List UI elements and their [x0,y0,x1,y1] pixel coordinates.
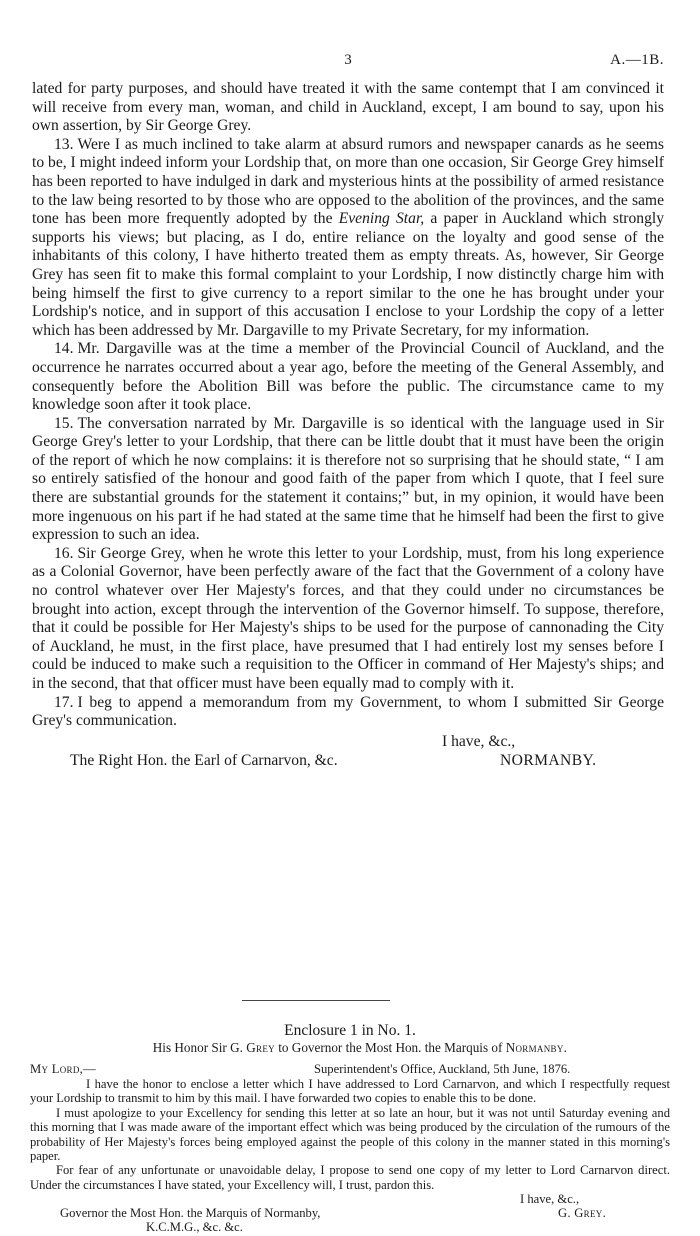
closing-formula: I have, &c., [442,732,516,750]
letter-paragraph: I have the honor to enclose a letter which I have addressed to Lord Carnarvon, and which I respectfully request your Lordship to transmit to him by this mail. I have forwarded two copies to enable this to be done. [30,1077,670,1106]
paragraph-text: Were I as much inclined to take alarm at absurd rumors and newspaper canards as he seems to be, I might indeed inform your Lordship that, on more than one occasion, Sir George Grey himself has been reported to have indulged in dark and mysterious hints at the possibility of armed resistance to the law being resorted to by those who are opposed to the abolition of the provinces, and the same tone has been more frequently adopted by the [32,135,664,228]
letter-paragraph: For fear of any unfortunate or unavoidable delay, I propose to send one copy of my letter to Lord Carnarvon direct. Under the circumstances I have stated, your Excellency will, I trust, pardon this. [30,1163,670,1192]
letter-paragraph: I must apologize to your Excellency for sending this letter at so late an hour, but it was not until Saturday evening and this morning that I was made aware of the important effect which was being produced by the circulation of the rumours of the probability of Her Majesty's forces being employed against the people of this colony in the manner stated in this morning's paper. [30,1105,670,1164]
dateline: Superintendent's Office, Auckland, 5th June, 1876. [314,1062,571,1076]
page-number: 3 [344,52,352,68]
newspaper-title: Evening Star, [338,210,425,228]
document-reference: A.—1B. [610,52,664,68]
paragraph-17 [32,694,664,731]
paragraph-text: Mr. Dargaville was at the time a member of the Provincial Council of Auckland, and the occurrence he narrates occurred about a year ago, before the meeting of the General Assembly, and consequently before the Abolition Bill was before the public. The circumstance came to my knowledge soon after it took place. [32,340,664,414]
paragraph-text: The conversation narrated by Mr. Dargaville is so identical with the language used in Sir George Grey's letter to your Lordship, that there can be little doubt that it must have been the origin of the report of which he now complains: it is therefore not so surprising that he should state, “ I am so entirely satisfied of the honour and good faith of the paper from which I quote, that I feel sure there are substantial grounds for the statement it contains;” but, in my opinion, it would have been more ingenuous on his part if he had stated at the same time that he himself had been the first to give expression to such an idea. [32,414,664,544]
paragraph-14 [32,340,664,414]
subtitle-name: Normanby. [505,1040,568,1055]
enclosed-letter [30,1062,670,1236]
subtitle-name: Grey [246,1040,275,1055]
paragraph-text: a paper in Auckland which strongly supports his views; but placing, as I do, entire reliance on the loyalty and good sense of the inhabitants of this colony, I have hitherto treated them as empty threats. As, however, Sir George Grey has seen fit to make this formal complaint to your Lordship, I now distinctly charge him with being himself the first to give currency to a report similar to the one he has brought under your Lordship's notice, and in support of this accusation I enclose to your Lordship the copy of a letter which has been addressed by Mr. Dargaville to my Private Secretary, for my information. [32,210,665,339]
paragraph-15 [32,415,664,545]
recipient: Governor the Most Hon. the Marquis of Normanby, [60,1206,321,1221]
addressee: The Right Hon. the Earl of Carnarvon, &c. [70,751,338,769]
despatch-body [32,80,664,771]
signature: NORMANBY. [500,751,597,769]
recipient-honours: K.C.M.G., &c. &c. [146,1220,243,1235]
paragraph-number: 15. [54,414,74,432]
enclosure-subtitle [50,1040,670,1056]
closing-formula: I have, &c., [520,1192,580,1207]
subtitle-part: His Honor Sir G. [152,1040,243,1055]
paragraph-continued: lated for party purposes, and should have treated it with the same contempt that I am convinced it will receive from every man, woman, and child in Auckland, except, I am bound to say, upon his own assertion, by Sir George Grey. [32,80,664,135]
letter-close [30,1192,670,1236]
signature: G. Grey. [558,1206,607,1221]
paragraph-number: 14. [54,340,74,358]
paragraph-number: 13. [54,135,74,153]
paragraph-text: I beg to append a memorandum from my Government, to whom I submitted Sir George Grey's communication. [32,693,664,730]
enclosure-title: Enclosure 1 in No. 1. [284,1022,416,1039]
paragraph-text: Sir George Grey, when he wrote this letter to your Lordship, must, from his long experience as a Colonial Governor, have been perfectly aware of the fact that the Government of a colony have no control whatever over Her Majesty's forces, and that they could under no circumstances be brought into action, except through the intervention of the Governor himself. To suppose, therefore, that it could be possible for Her Majesty's ships to be used for the purpose of cannonading the City of Auckland, he must, in the first place, have presumed that I had entirely lost my senses before I could be induced to make such a requisition to the Officer in command of Her Majesty's ships; and in the second, that that officer must have been equally mad to comply with it. [32,544,664,692]
page-header [32,52,664,74]
enclosure [30,1022,670,1236]
letter-heading [30,1062,670,1077]
subtitle-part: to Governor the Most Hon. the Marquis of [278,1040,503,1055]
paragraph-number: 17. [54,693,74,711]
paragraph-number: 16. [54,544,74,562]
paragraph-16 [32,545,664,694]
paragraph-13 [32,136,664,341]
section-divider [242,1000,390,1001]
despatch-signoff [32,733,664,771]
salutation: My Lord,— [30,1062,96,1076]
